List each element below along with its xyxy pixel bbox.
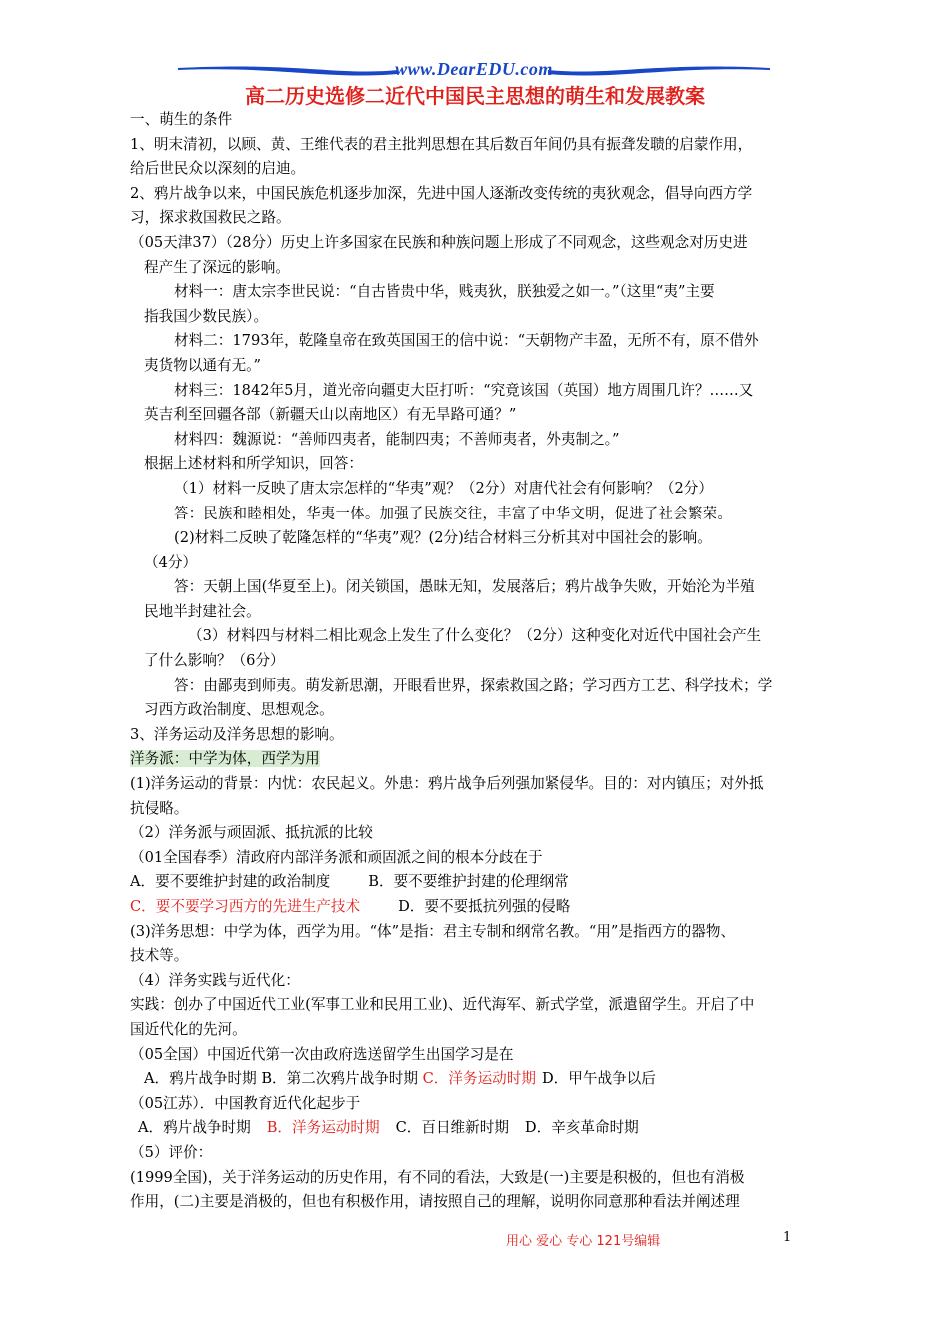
paragraph-line: 3、洋务运动及洋务思想的影响。 <box>130 725 344 743</box>
choice-c: C．百日维新时期 <box>395 1119 509 1137</box>
paragraph-line: 作用，(二)主要是消极的，但也有积极作用，请按照自己的理解，说明你同意那种看法并阐述理 <box>130 1193 740 1211</box>
paragraph-line: 2、鸦片战争以来，中国民族危机逐步加深，先进中国人逐渐改变传统的夷狄观念，倡导向西方学 <box>130 184 753 202</box>
section-heading: 一、萌生的条件 <box>130 111 233 128</box>
paragraph-line: 国近代化的先河。 <box>130 1020 247 1038</box>
paragraph-line: 抗侵略。 <box>130 799 189 817</box>
paragraph-line: (3)洋务思想：中学为体，西学为用。“体”是指：君主专制和纲常名教。“用”是指西方的器物、 <box>130 922 736 940</box>
paragraph-line: （2）洋务派与顽固派、抵抗派的比较 <box>130 824 373 842</box>
paragraph-line: 实践：创办了中国近代工业(军事工业和民用工业)、近代海军、新式学堂，派遣留学生。开启了中 <box>130 996 755 1014</box>
paragraph-line: 给后世民众以深刻的启迪。 <box>130 160 306 178</box>
paragraph-line: 1、明末清初，以顾、黄、王维代表的君主批判思想在其后数百年间仍具有振聋发聩的启蒙作用， <box>130 135 753 153</box>
choice-c-correct: C．要不要学习西方的先进生产技术 <box>130 898 361 915</box>
choice-row <box>130 895 825 920</box>
choice-d: D．要不要抵抗列强的侵略 <box>398 898 571 915</box>
question-stem: （01全国春季）清政府内部洋务派和顽固派之间的根本分歧在于 <box>130 848 543 866</box>
question-stem: （05全国）中国近代第一次由政府选送留学生出国学习是在 <box>130 1045 514 1063</box>
question-stem: （05江苏）．中国教育近代化起步于 <box>130 1094 361 1112</box>
sub-question: 了什么影响？（6分） <box>144 652 285 670</box>
instruction-line: 根据上述材料和所学知识，回答： <box>144 455 363 473</box>
answer-line: 答：民族和睦相处，华夷一体。加强了民族交往，丰富了中华文明，促进了社会繁荣。 <box>174 505 733 522</box>
sub-question: (2)材料二反映了乾隆怎样的“华夷”观？(2分)结合材料三分析其对中国社会的影响。 <box>174 529 712 547</box>
choice-row <box>130 870 825 895</box>
sub-question: （1）材料一反映了唐太宗怎样的“华夷”观？（2分）对唐代社会有何影响？（2分） <box>174 479 713 497</box>
choice-d: D．甲午战争以后 <box>541 1070 656 1088</box>
site-logo <box>178 58 770 84</box>
material-line: 夷货物以通有无。” <box>144 356 261 374</box>
material-line: 材料一：唐太宗李世民说：“自古皆贵中华，贱夷狄，朕独爱之如一。”（这里“夷”主要 <box>174 283 715 301</box>
page-number: 1 <box>783 1230 792 1245</box>
choice-a: A．要不要维护封建的政治制度 <box>130 873 331 891</box>
material-line: 材料四：魏源说：“善师四夷者，能制四夷；不善师夷者，外夷制之。” <box>174 430 620 448</box>
answer-line: 答：天朝上国(华夏至上)。闭关锁国，愚昧无知，发展落后；鸦片战争失败，开始沦为半殖 <box>174 578 755 596</box>
paragraph-line: 技术等。 <box>130 947 189 965</box>
question-stem: （05天津37）（28分）历史上许多国家在民族和种族问题上形成了不同观念，这些观念对历史进 <box>130 233 748 251</box>
sub-question: （4分） <box>144 553 198 571</box>
footer-slogan: 用心 爱心 专心 121号编辑 <box>506 1234 661 1249</box>
choice-row <box>130 1116 825 1141</box>
answer-line: 答：由鄙夷到师夷。萌发新思潮，开眼看世界，探索救国之路；学习西方工艺、科学技术；学 <box>174 676 773 694</box>
sub-question: （3）材料四与材料二相比观念上发生了什么变化？（2分）这种变化对近代中国社会产生 <box>188 627 762 645</box>
page-title: 高二历史选修二近代中国民主思想的萌生和发展教案 <box>245 84 705 108</box>
paragraph-line: (1999全国)，关于洋务运动的历史作用，有不同的看法，大致是(一)主要是积极的，但也有消极 <box>130 1168 745 1186</box>
material-line: 英吉利至回疆各部（新疆天山以南地区）有无旱路可通？” <box>144 406 517 424</box>
highlighted-text: 洋务派：中学为体，西学为用 <box>130 750 320 768</box>
paragraph-line: （5）评价： <box>130 1143 213 1161</box>
document-body <box>130 108 825 1215</box>
paragraph-line: （4）洋务实践与近代化： <box>130 971 300 989</box>
material-line: 材料二：1793年，乾隆皇帝在致英国国王的信中说：“天朝物产丰盈，无所不有，原不借外 <box>174 332 759 350</box>
material-line: 指我国少数民族）。 <box>144 307 269 325</box>
choice-a-b: A．鸦片战争时期 B．第二次鸦片战争时期 <box>144 1070 423 1088</box>
choice-b-correct: B．洋务运动时期 <box>266 1119 380 1137</box>
answer-line: 习西方政治制度、思想观念。 <box>144 701 334 719</box>
answer-line: 民地半封建社会。 <box>144 602 261 620</box>
choice-row <box>130 1067 825 1092</box>
material-line: 材料三：1842年5月，道光帝向疆吏大臣打听：“究竟该国（英国）地方周围几许？……又 <box>174 381 754 399</box>
choice-d: D．辛亥革命时期 <box>524 1119 639 1137</box>
choice-a: A．鸦片战争时期 <box>138 1119 251 1137</box>
paragraph-line: 习，探求救国救民之路。 <box>130 209 291 227</box>
question-stem: 程产生了深远的影响。 <box>144 258 290 276</box>
paragraph-line: (1)洋务运动的背景：内忧：农民起义。外患：鸦片战争后列强加紧侵华。目的：对内镇压；对外抵 <box>130 775 764 793</box>
choice-c-correct: C．洋务运动时期 <box>422 1070 536 1088</box>
choice-b: B．要不要维护封建的伦理纲常 <box>368 873 569 891</box>
logo-text: www.DearEDU.com <box>395 59 553 79</box>
